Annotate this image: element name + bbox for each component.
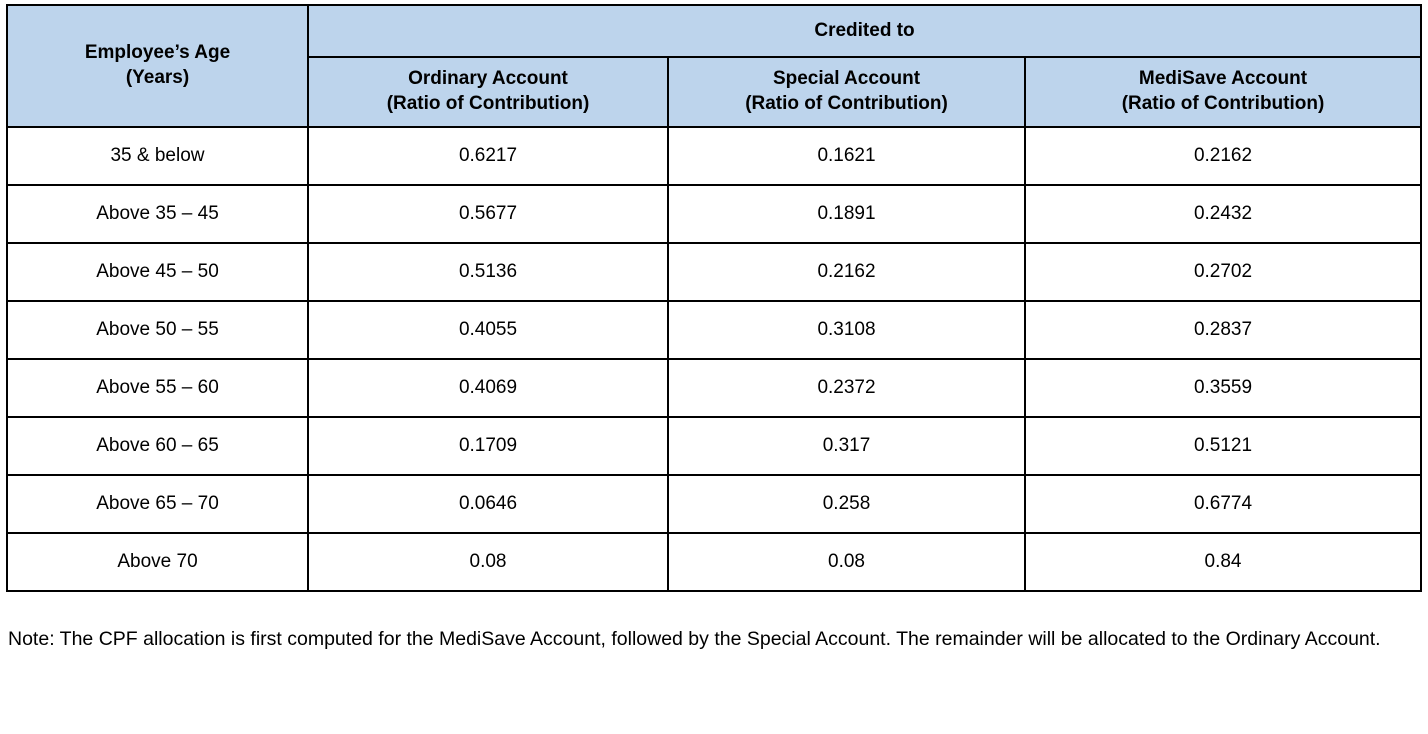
ordinary-cell: 0.6217 (308, 127, 668, 185)
age-cell: Above 45 – 50 (7, 243, 308, 301)
medisave-header-line1: MediSave Account (1138, 68, 1308, 90)
ordinary-cell: 0.08 (308, 533, 668, 591)
medisave-account-header (1025, 57, 1421, 127)
ordinary-account-header (308, 57, 668, 127)
ordinary-cell: 0.5136 (308, 243, 668, 301)
medisave-cell: 0.5121 (1025, 417, 1421, 475)
medisave-cell: 0.6774 (1025, 475, 1421, 533)
table-body (7, 127, 1421, 591)
special-cell: 0.3108 (668, 301, 1025, 359)
table-header (7, 5, 1421, 127)
table-row (7, 243, 1421, 301)
age-header-line1: Employee’s Age (84, 42, 231, 64)
cpf-allocation-table (6, 4, 1422, 592)
medisave-cell: 0.84 (1025, 533, 1421, 591)
medisave-header-line2: (Ratio of Contribution) (1121, 93, 1325, 114)
special-cell: 0.1621 (668, 127, 1025, 185)
special-header-line1: Special Account (772, 68, 921, 90)
special-cell: 0.317 (668, 417, 1025, 475)
age-cell: Above 60 – 65 (7, 417, 308, 475)
table-row (7, 475, 1421, 533)
age-column-header (7, 5, 308, 127)
special-cell: 0.258 (668, 475, 1025, 533)
table-row (7, 127, 1421, 185)
table-row (7, 417, 1421, 475)
medisave-cell: 0.2837 (1025, 301, 1421, 359)
special-header-line2: (Ratio of Contribution) (745, 93, 948, 114)
table-row (7, 185, 1421, 243)
ordinary-header-line2: (Ratio of Contribution) (386, 93, 590, 114)
age-cell: 35 & below (7, 127, 308, 185)
medisave-cell: 0.2702 (1025, 243, 1421, 301)
ordinary-cell: 0.5677 (308, 185, 668, 243)
ordinary-cell: 0.4069 (308, 359, 668, 417)
medisave-cell: 0.2162 (1025, 127, 1421, 185)
ordinary-cell: 0.4055 (308, 301, 668, 359)
medisave-cell: 0.2432 (1025, 185, 1421, 243)
special-cell: 0.2372 (668, 359, 1025, 417)
special-cell: 0.2162 (668, 243, 1025, 301)
age-cell: Above 65 – 70 (7, 475, 308, 533)
age-cell: Above 55 – 60 (7, 359, 308, 417)
medisave-cell: 0.3559 (1025, 359, 1421, 417)
special-cell: 0.08 (668, 533, 1025, 591)
ordinary-cell: 0.0646 (308, 475, 668, 533)
age-header-line2: (Years) (125, 67, 190, 88)
special-account-header (668, 57, 1025, 127)
table-row (7, 533, 1421, 591)
age-cell: Above 50 – 55 (7, 301, 308, 359)
table-row (7, 301, 1421, 359)
ordinary-cell: 0.1709 (308, 417, 668, 475)
footnote: Note: The CPF allocation is first computed for the MediSave Account, followed by the Special Account. The remainder will be allocated to the Ordinary Account. (8, 628, 1381, 650)
ordinary-header-line1: Ordinary Account (408, 68, 568, 90)
special-cell: 0.1891 (668, 185, 1025, 243)
age-cell: Above 35 – 45 (7, 185, 308, 243)
credited-to-header: Credited to (308, 5, 1421, 57)
age-cell: Above 70 (7, 533, 308, 591)
table-row (7, 359, 1421, 417)
header-row-group (7, 5, 1421, 57)
